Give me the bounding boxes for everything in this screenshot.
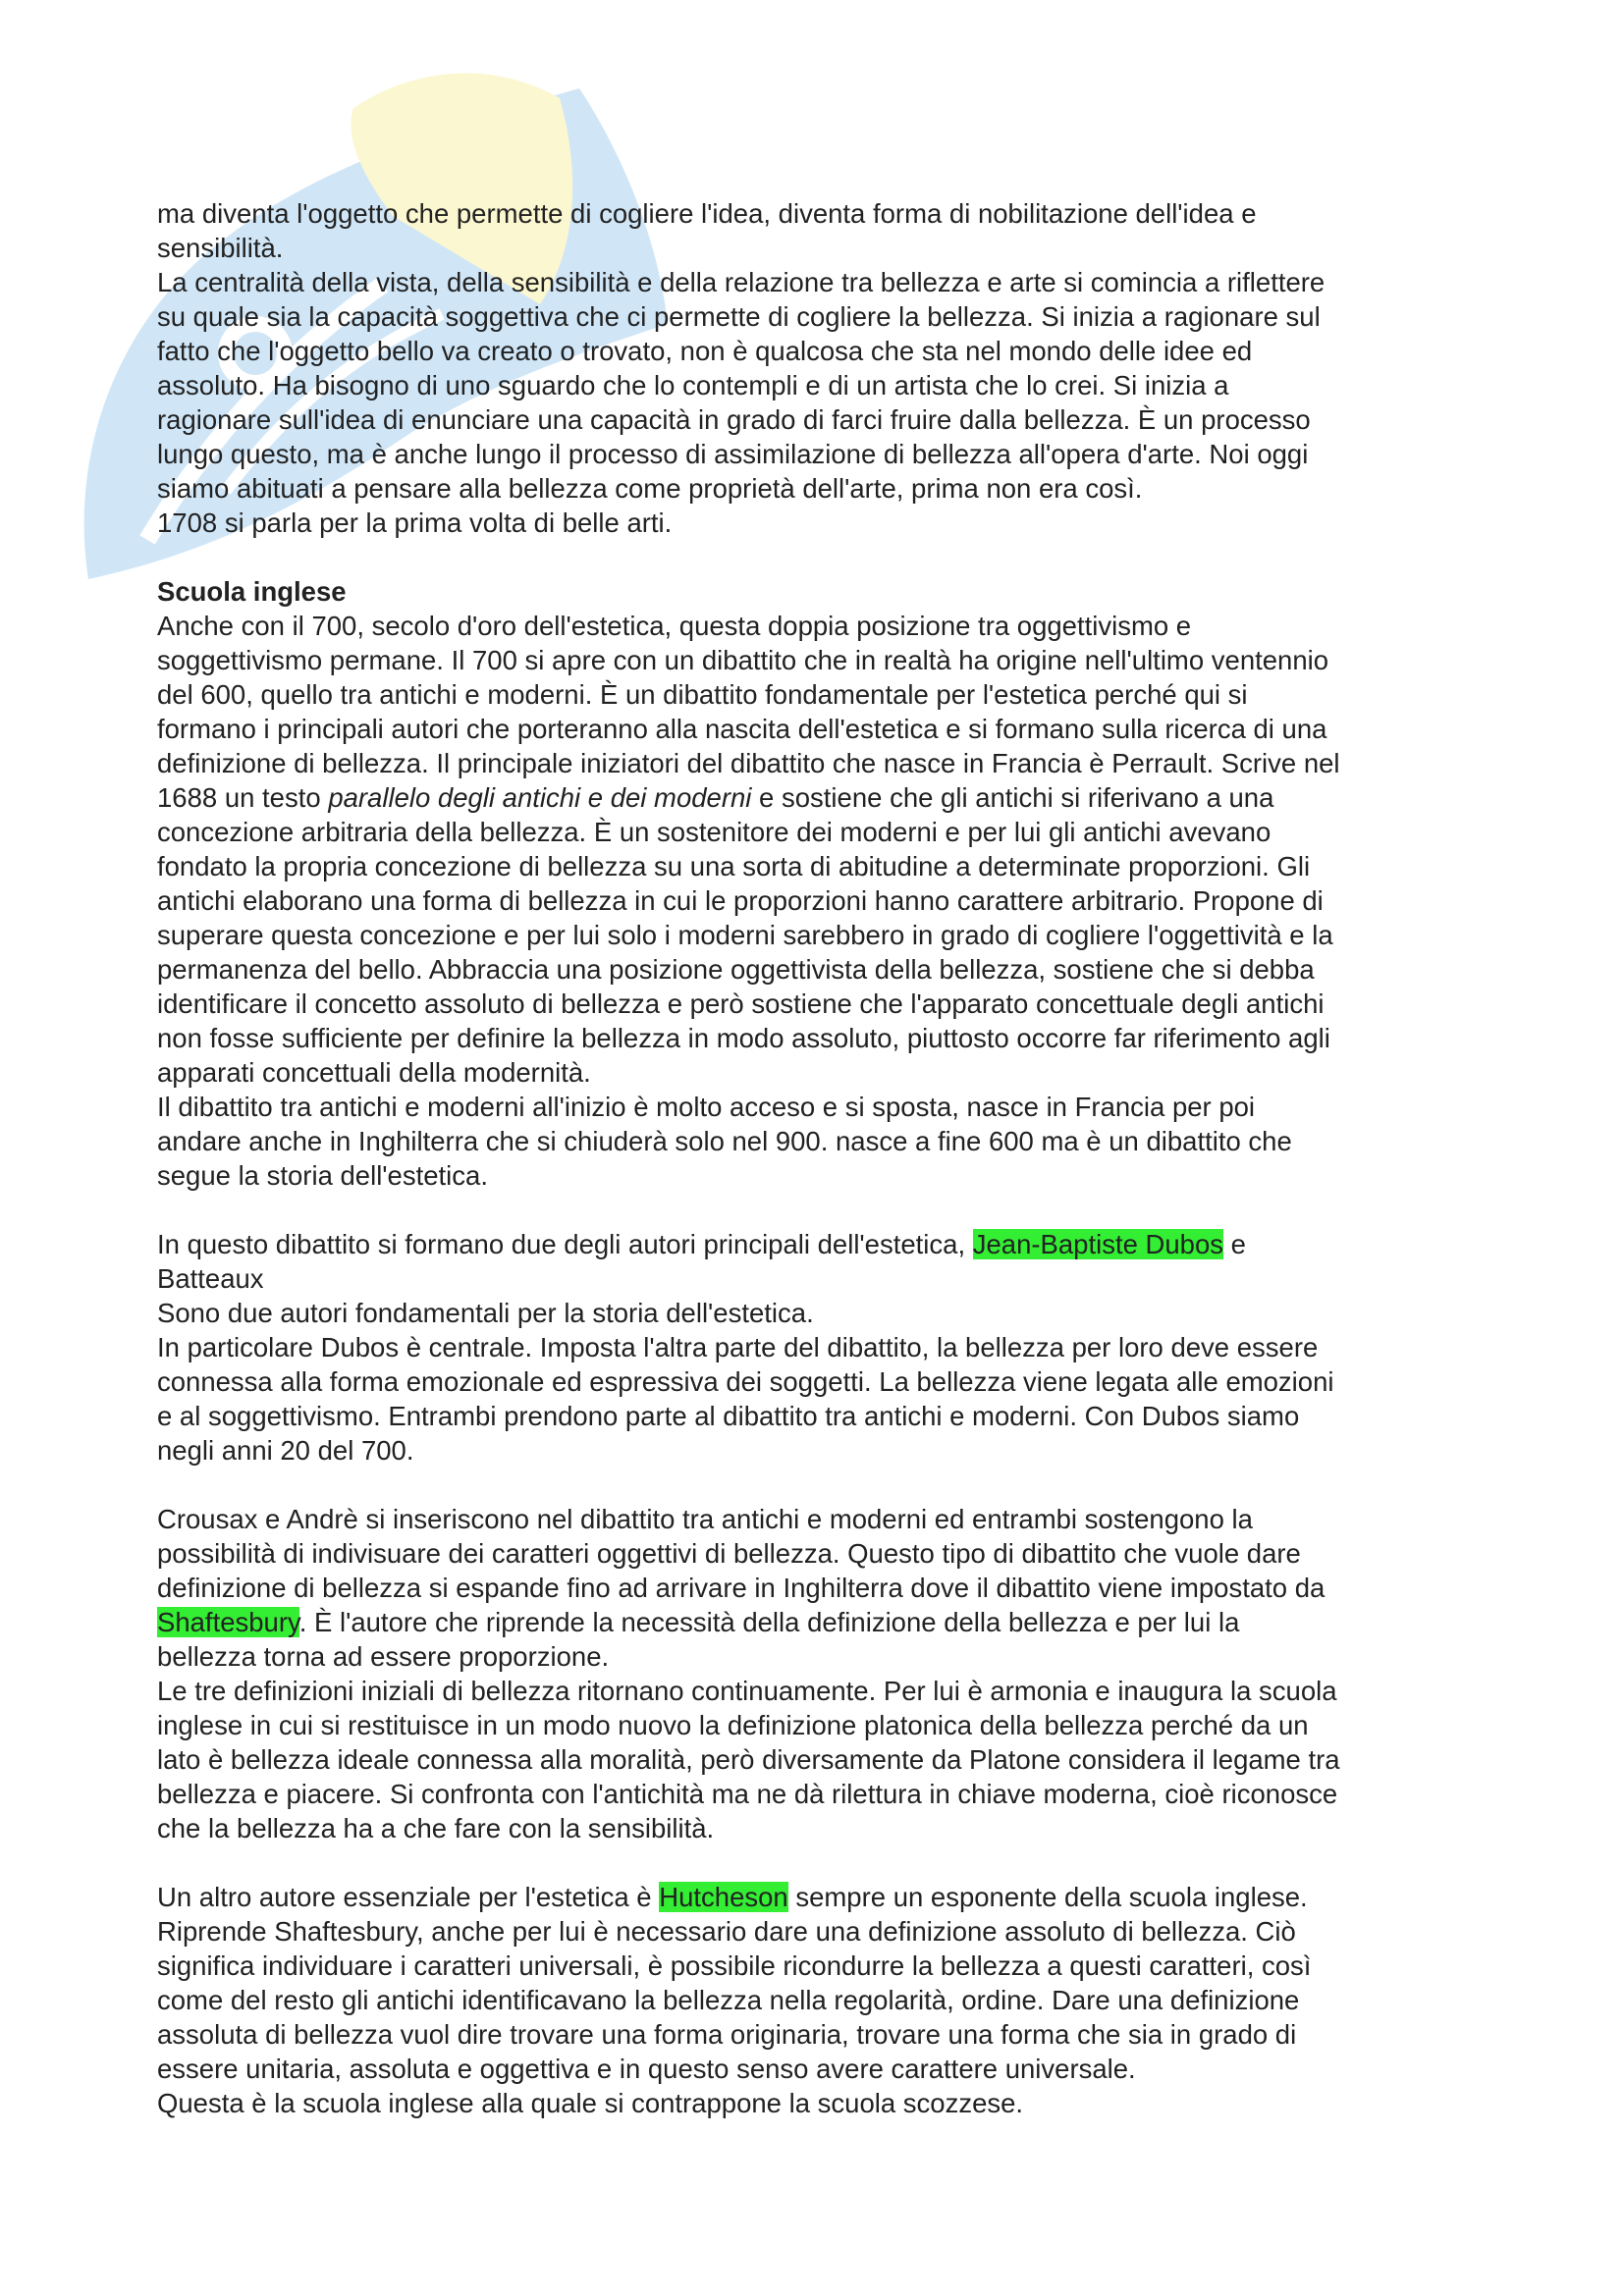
text-line: Questa è la scuola inglese alla quale si contrappone la scuola scozzese. [157,2088,1024,2118]
paragraph-gap [157,540,1492,574]
text-line: inglese in cui si restituisce in un modo nuovo la definizione platonica della bellezza perché da un [157,1710,1309,1740]
text-line: definizione di bellezza si espande fino ad arrivare in Inghilterra dove il dibattito viene impostato da [157,1573,1325,1603]
italic-title: parallelo degli antichi e dei moderni [328,782,752,813]
text-line: definizione di bellezza. Il principale iniziatori del dibattito che nasce in Francia è Perrault. Scrive nel [157,748,1340,778]
text-line: e al soggettivismo. Entrambi prendono parte al dibattito tra antichi e moderni. Con Dubos siamo [157,1401,1300,1431]
text-line: permanenza del bello. Abbraccia una posizione oggettivista della bellezza, sostiene che si debba [157,954,1315,985]
text-line: che la bellezza ha a che fare con la sensibilità. [157,1813,715,1843]
text-run: e [1223,1229,1246,1259]
text-line: formano i principali autori che porteranno alla nascita dell'estetica e si formano sulla ricerca di una [157,714,1327,744]
text-line: non fosse sufficiente per definire la bellezza in modo assoluto, piuttosto occorre far riferimento agli [157,1023,1330,1053]
text-line: bellezza e piacere. Si confronta con l'antichità ma ne dà rilettura in chiave moderna, cioè riconosce [157,1779,1338,1809]
text-line: soggettivismo permane. Il 700 si apre con un dibattito che in realtà ha origine nell'ultimo ventennio [157,645,1329,675]
text-line: Il dibattito tra antichi e moderni all'inizio è molto acceso e si sposta, nasce in Francia per poi [157,1092,1256,1122]
text-line: Anche con il 700, secolo d'oro dell'estetica, questa doppia posizione tra oggettivismo e [157,611,1192,641]
text-line: Riprende Shaftesbury, anche per lui è necessario dare una definizione assoluto di bellezza. Ciò [157,1916,1296,1947]
text-line: concezione arbitraria della bellezza. È un sostenitore dei moderni e per lui gli antichi avevano [157,817,1271,847]
paragraph-gap [157,1468,1492,1502]
paragraph [157,1502,1492,1845]
text-line: antichi elaborano una forma di bellezza in cui le proporzioni hanno carattere arbitrario. Propone di [157,885,1324,916]
text-run: In questo dibattito si formano due degli autori principali dell'estetica, [157,1229,973,1259]
text-line: lungo questo, ma è anche lungo il processo di assimilazione di bellezza all'opera d'arte. Noi oggi [157,439,1309,469]
text-line: lato è bellezza ideale connessa alla moralità, però diversamente da Platone considera il legame tra [157,1744,1340,1775]
text-line: connessa alla forma emozionale ed espressiva dei soggetti. La bellezza viene legata alle emozioni [157,1366,1334,1397]
text-line: siamo abituati a pensare alla bellezza come proprietà dell'arte, prima non era così. [157,473,1143,504]
text-line: ma diventa l'oggetto che permette di cogliere l'idea, diventa forma di nobilitazione dell'idea e [157,198,1257,229]
text-line: possibilità di indivisuare dei caratteri oggettivi di bellezza. Questo tipo di dibattito che vuole dare [157,1538,1301,1569]
text-line: segue la storia dell'estetica. [157,1160,488,1191]
text-line: significa individuare i caratteri universali, è possibile ricondurre la bellezza a questi caratteri, così [157,1950,1312,1981]
text-line: La centralità della vista, della sensibilità e della relazione tra bellezza e arte si comincia a riflettere [157,267,1325,297]
text-line-with-highlight [157,1605,1492,1639]
text-line: fondato la propria concezione di bellezza su una sorta di abitudine a determinate proporzioni. Gli [157,851,1311,881]
text-line: bellezza torna ad essere proporzione. [157,1641,610,1672]
highlighted-name: Hutcheson [659,1882,788,1912]
paragraph [157,196,1492,540]
text-line: assoluta di bellezza vuol dire trovare una forma originaria, trovare una forma che sia in grado di [157,2019,1297,2050]
text-line-with-highlight [157,1227,1492,1261]
text-run: Un altro autore essenziale per l'estetica è [157,1882,660,1912]
text-run: sempre un esponente della scuola inglese. [787,1882,1308,1912]
text-line: Le tre definizioni iniziali di bellezza ritornano continuamente. Per lui è armonia e inaugura la scuola [157,1676,1337,1706]
text-line: identificare il concetto assoluto di bellezza e però sostiene che l'apparato concettuale degli antichi [157,988,1325,1019]
text-line: ragionare sull'idea di enunciare una capacità in grado di farci fruire dalla bellezza. È un processo [157,404,1311,435]
text-line: come del resto gli antichi identificavano la bellezza nella regolarità, ordine. Dare una definizione [157,1985,1300,2015]
text-line: In particolare Dubos è centrale. Imposta l'altra parte del dibattito, la bellezza per loro deve essere [157,1332,1319,1362]
text-run: e sostiene che gli antichi si riferivano a una [751,782,1274,813]
text-line: negli anni 20 del 700. [157,1435,414,1466]
text-line: su quale sia la capacità soggettiva che ci permette di cogliere la bellezza. Si inizia a ragionare sul [157,301,1321,332]
text-line: apparati concettuali della modernità. [157,1057,591,1088]
text-line: del 600, quello tra antichi e moderni. È un dibattito fondamentale per l'estetica perché qui si [157,679,1248,710]
paragraph [157,1880,1492,2120]
text-line: andare anche in Inghilterra che si chiuderà solo nel 900. nasce a fine 600 ma è un dibattito che [157,1126,1292,1156]
text-line: fatto che l'oggetto bello va creato o trovato, non è qualcosa che sta nel mondo delle idee ed [157,336,1253,366]
text-line: Sono due autori fondamentali per la storia dell'estetica. [157,1298,814,1328]
section-heading: Scuola inglese [157,576,347,607]
text-run: . È l'autore che riprende la necessità della definizione della bellezza e per lui la [298,1607,1240,1637]
paragraph-gap [157,1845,1492,1880]
document-body [157,196,1492,2120]
highlighted-name: Jean-Baptiste Dubos [972,1229,1224,1259]
text-line: essere unitaria, assoluta e oggettiva e in questo senso avere carattere universale. [157,2054,1136,2084]
text-line-with-highlight [157,1880,1492,1914]
section-scuola-inglese [157,574,1492,1193]
text-line: Batteaux [157,1263,264,1294]
text-line: Crousax e Andrè si inseriscono nel dibattito tra antichi e moderni ed entrambi sostengono la [157,1504,1253,1534]
paragraph-gap [157,1193,1492,1227]
text-line: superare questa concezione e per lui solo i moderni sarebbero in grado di cogliere l'oggettività e la [157,920,1333,950]
text-run: 1688 un testo [157,782,329,813]
text-line: sensibilità. [157,233,284,263]
paragraph [157,1227,1492,1468]
text-line: assoluto. Ha bisogno di uno sguardo che lo contempli e di un artista che lo crei. Si inizia a [157,370,1229,400]
text-line: 1708 si parla per la prima volta di belle arti. [157,507,673,538]
text-line-with-italic [157,780,1492,815]
highlighted-name: Shaftesbury [157,1607,299,1637]
